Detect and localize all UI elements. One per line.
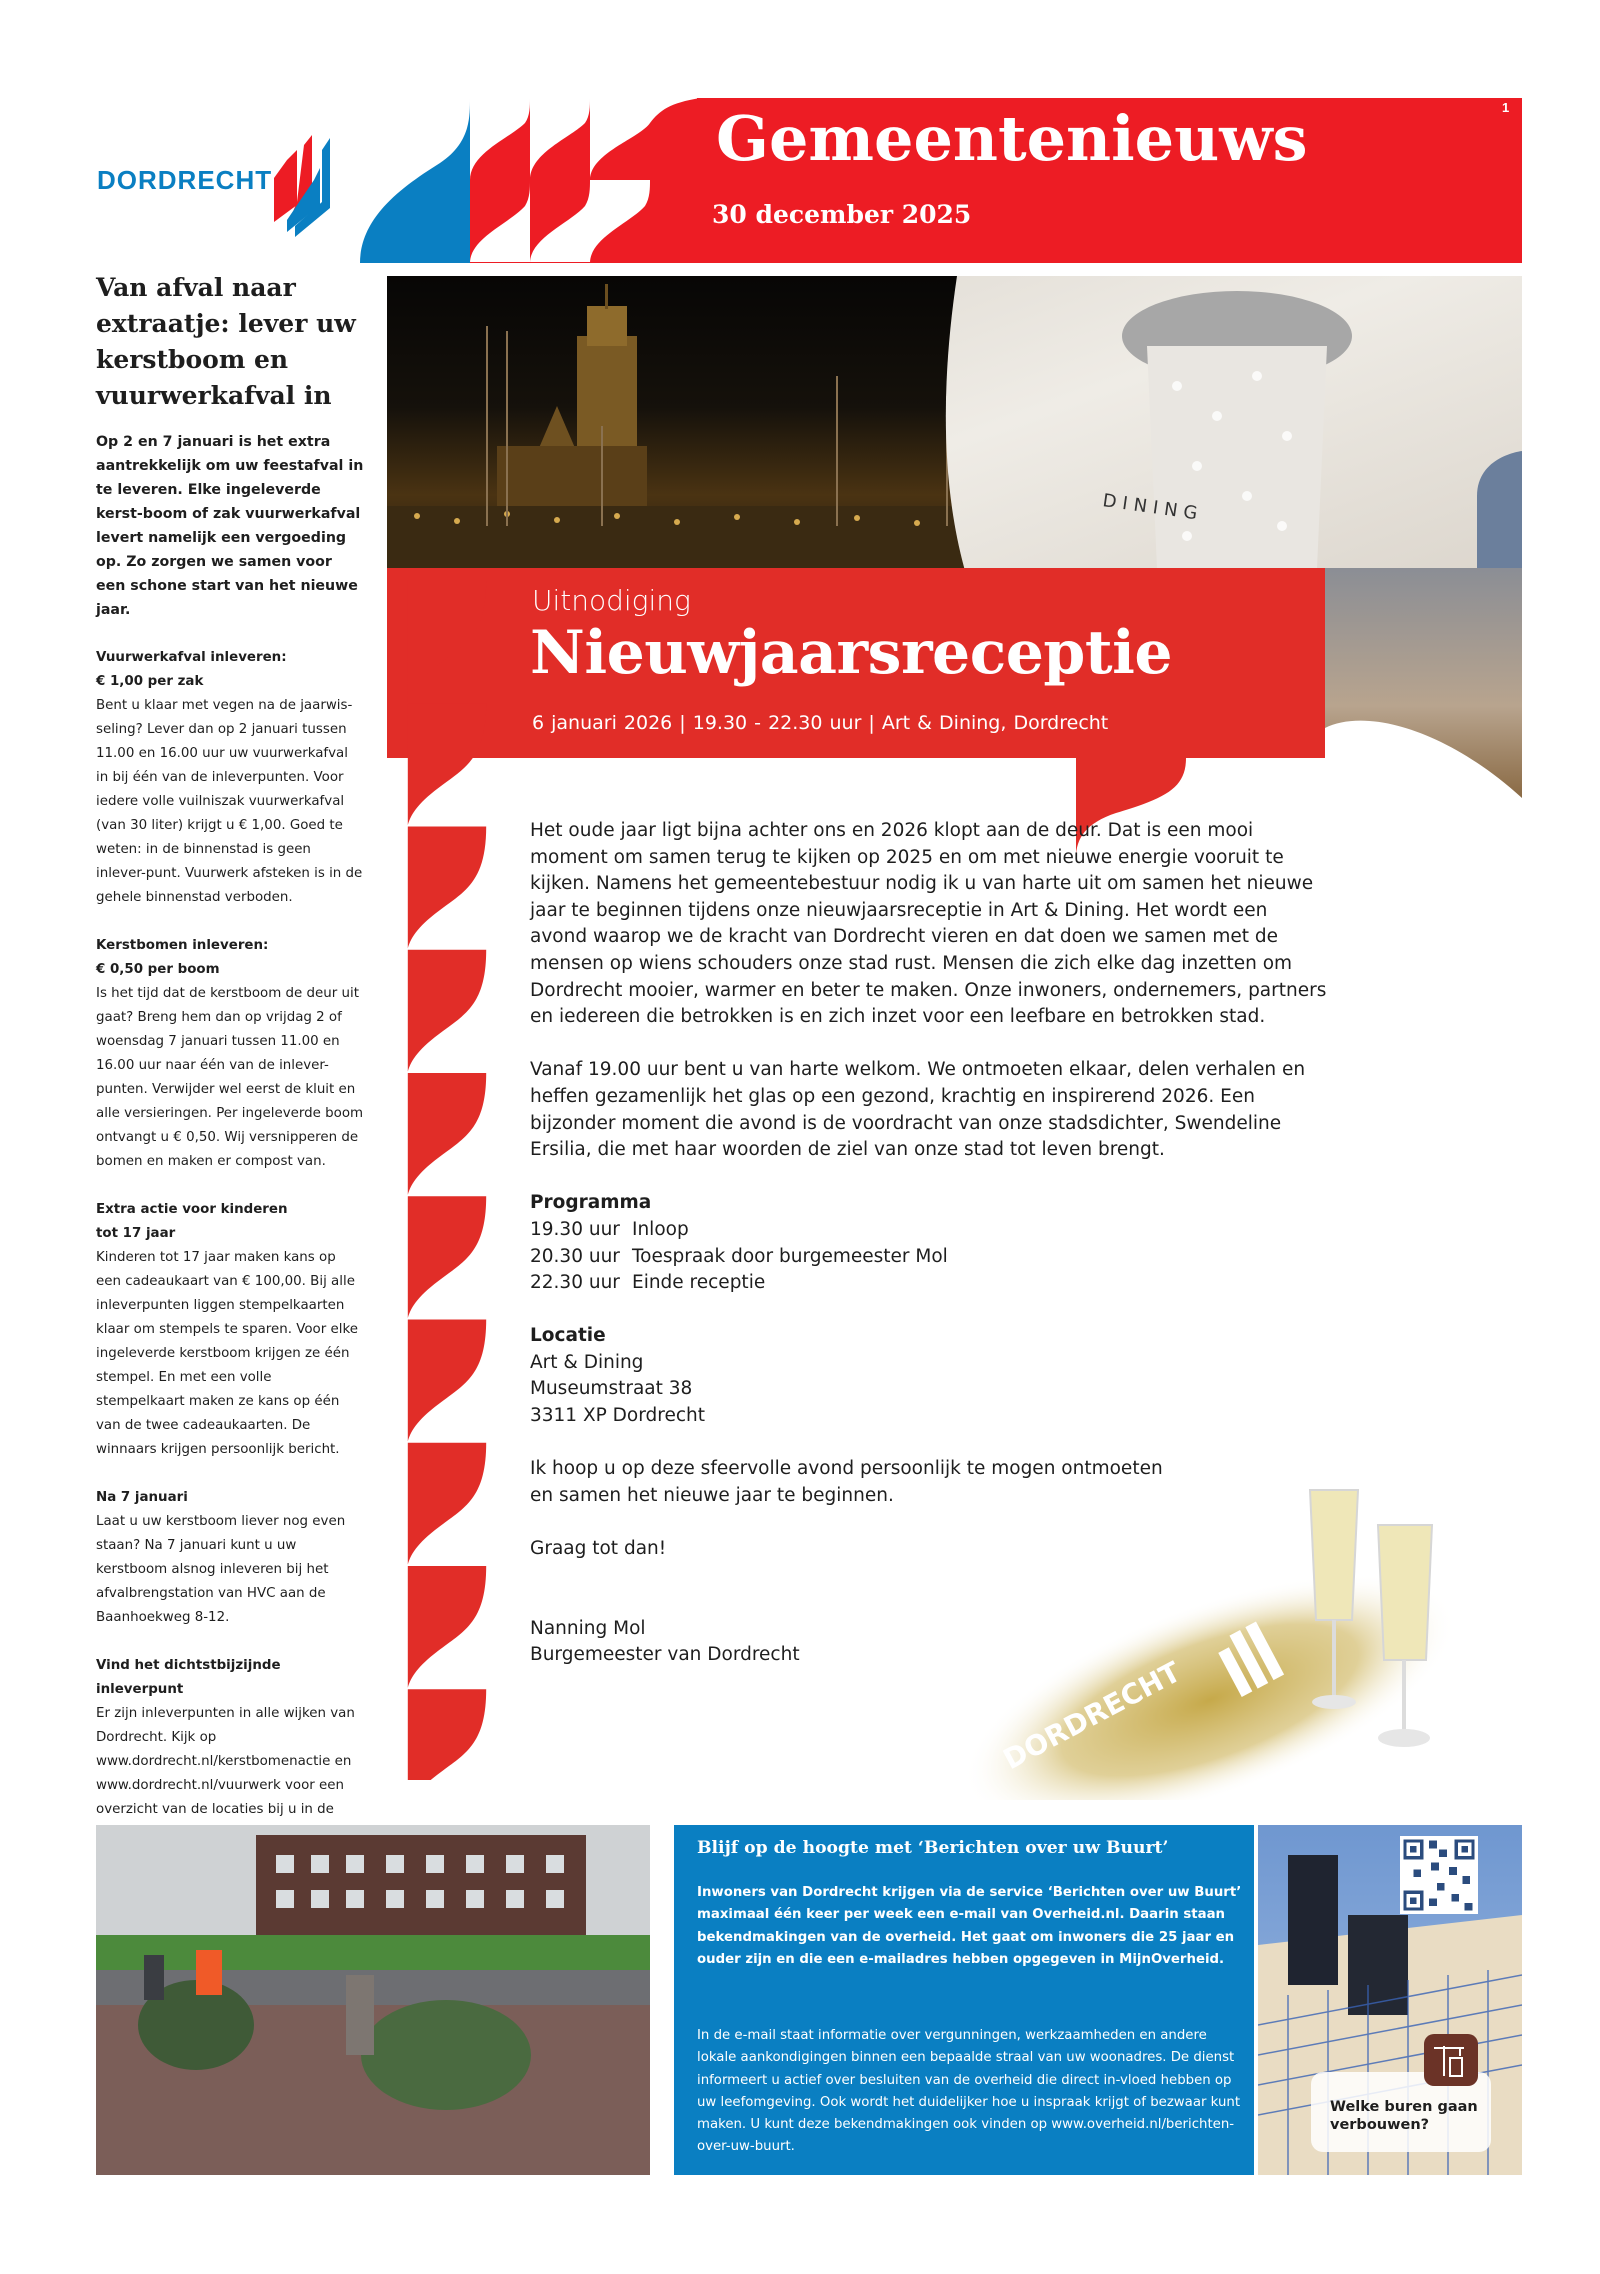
section-heading: Extra actie voor kinderen [96, 1202, 288, 1217]
section-subheading: € 1,00 per zak [96, 674, 204, 689]
signature-role: Burgemeester van Dordrecht [530, 1644, 800, 1666]
section-heading: Vind het dichtstbijzijnde [96, 1658, 281, 1673]
glitter-logo-text: DORDRECHT [997, 1655, 1187, 1777]
bluebox-body: In de e-mail staat informatie over vergunningen, werkzaamheden en andere lokale aankondigingen binnen een bepaalde straal van uw woonadres. De dienst informeert u actief over besluiten van de overheid die direct in-vloed hebben op uw leefomgeving. Ook wordt het duidelijker hoe u inspraak krijgt of bezwaar kunt maken. U kunt deze bekendmakingen ook vinden op www.overheid.nl/berichten-over-uw-buurt. [697, 2028, 1241, 2155]
invitation-kicker: Uitnodiging [532, 584, 691, 617]
programma-item: Einde receptie [632, 1272, 766, 1294]
closing-text: Ik hoop u op deze sfeervolle avond persoonlijk te mogen ontmoeten en samen het nieuwe jaar te beginnen. [530, 1458, 1163, 1506]
section-body: Er zijn inleverpunten in alle wijken van Dordrecht. Kijk op www.dordrecht.nl/kerstbomenactie en www.dordrecht.nl/vuurwerk voor een overzicht van de locaties bij u in de [96, 1706, 355, 1817]
section-kerstbomen [96, 934, 364, 1174]
sign-off: Graag tot dan! [530, 1538, 667, 1560]
section-na-7-januari [96, 1486, 364, 1630]
logo-wordmark: DORDRECHT [97, 165, 273, 195]
page-number: 1 [1502, 100, 1510, 115]
bluebox-title: Blijf op de hoogte met ‘Berichten over uw Buurt’ [697, 1838, 1169, 1858]
section-heading: Na 7 januari [96, 1490, 188, 1505]
section-inleverpunt [96, 1654, 364, 1846]
stripe-wave-segment [408, 950, 486, 1072]
red-wave-stripe [387, 580, 487, 1780]
section-heading: Kerstbomen inleveren: [96, 938, 269, 953]
issue-date: 30 december 2025 [712, 200, 972, 229]
qr-code[interactable] [1400, 1836, 1478, 1914]
champagne-glitter-photo [960, 1340, 1522, 1800]
letter-paragraph: Vanaf 19.00 uur bent u van harte welkom. We ontmoeten elkaar, delen verhalen en heffen gezamenlijk het glas op een gezond, krachtig en inspirerend 2026. Een bijzonder moment die avond is de voordracht van onze stadsdichter, Swendeline Ersilia, die met haar woorden de ziel van onze stad tot leven brengt. [530, 1059, 1306, 1161]
stripe-wave-segment [408, 1566, 486, 1688]
programma-time: 19.30 uur [530, 1218, 620, 1240]
programma-item: Inloop [632, 1218, 689, 1240]
programma-time: 20.30 uur [530, 1245, 620, 1267]
masthead-title: Gemeentenieuws [716, 102, 1308, 175]
programma-row [530, 1244, 1330, 1271]
section-body: Is het tijd dat de kerstboom de deur uit gaat? Breng hem dan op vrijdag 2 of woensdag 7 januari tussen 11.00 en 16.00 uur naar één van de inlever-punten. Verwijder wel eerst de kluit en alle versieringen. Per ingeleverde boom ontvangt u € 0,50. Wij versnipperen de bomen en maken er compost van. [96, 986, 364, 1169]
programma-time: 22.30 uur [530, 1272, 620, 1294]
programma-heading: Programma [530, 1192, 652, 1214]
bluebox-intro: Inwoners van Dordrecht krijgen via de service ‘Berichten over uw Buurt’ maximaal één keer per week een e-mail van Overheid.nl. Daarin staan bekendmakingen van de overheid. Het gaat om inwoners die 25 jaar en ouder zijn en die een e-mailadres hebben opgegeven in MijnOverheid. [697, 1885, 1242, 1967]
welke-buren-caption: Welke buren gaan verbouwen? [1330, 2099, 1478, 2133]
locatie-line: Art & Dining [530, 1351, 644, 1373]
section-subheading: inleverpunt [96, 1682, 184, 1697]
stripe-wave-segment [408, 1689, 486, 1780]
left-article-title: Van afval naar extraatje: lever uw kerstboom en vuurwerkafval in [96, 273, 356, 410]
dining-sign-text: DINING [1101, 490, 1205, 526]
left-article [96, 270, 364, 1870]
section-vuurwerkafval [96, 646, 364, 910]
construction-crane-icon [1424, 2034, 1478, 2086]
letter-paragraph: Het oude jaar ligt bijna achter ons en 2026 klopt aan de deur. Dat is een mooi moment om samen terug te kijken op 2025 en om met nieuwe energie vooruit te kijken. Namens het gemeentebestuur nodig ik u van harte uit om samen het nieuwe jaar te beginnen tijdens onze nieuwjaarsreceptie in Art & Dining. Het wordt een avond waarop we de kracht van Dordrecht vieren en dat doen we samen met de mensen op wiens schouders onze stad rust. Mensen die zich elke dag inzetten om Dordrecht mooier, warmer en beter te maken. Onze inwoners, ondernemers, partners en iedereen die betrokken is en zich inzet voor een leefbare en betrokken stad. [530, 820, 1327, 1028]
locatie-heading: Locatie [530, 1325, 606, 1347]
stripe-wave-segment [408, 1320, 486, 1442]
section-body: Kinderen tot 17 jaar maken kans op een cadeaukaart van € 100,00. Bij alle inleverpunten liggen stempelkaarten klaar om stempels te sparen. Voor elke ingeleverde kerstboom krijgen ze één stempel. En met een volle stempelkaart maken ze kans op één van de twee cadeaukaarten. De winnaars krijgen persoonlijk bericht. [96, 1250, 358, 1457]
section-subheading: € 0,50 per boom [96, 962, 220, 977]
stripe-wave-segment [408, 827, 486, 949]
invitation-title: Nieuwjaarsreceptie [530, 618, 1173, 688]
section-body: Bent u klaar met vegen na de jaarwis-seling? Lever dan op 2 januari tussen 11.00 en 16.00 uur uw vuurwerkafval in bij één van de inleverpunten. Voor iedere volle vuilniszak vuurwerkafval (van 30 liter) krijgt u € 1,00. Goed te weten: in de binnenstad is geen inlever-punt. Vuurwerk afsteken is in de gehele binnenstad verboden. [96, 698, 363, 905]
stripe-wave-segment [408, 1073, 486, 1195]
programma-row [530, 1270, 1330, 1297]
locatie-line: 3311 XP Dordrecht [530, 1405, 705, 1427]
hero-photo [387, 276, 1522, 568]
locatie-line: Museumstraat 38 [530, 1378, 693, 1400]
section-subheading: tot 17 jaar [96, 1226, 176, 1241]
stripe-wave-segment [408, 580, 486, 702]
stripe-wave-segment [408, 1443, 486, 1565]
stripe-wave-segment [408, 1196, 486, 1318]
christmas-tree-collection-photo [96, 1825, 650, 2175]
programma-row [530, 1217, 1330, 1244]
section-kinderen [96, 1198, 364, 1462]
left-article-intro: Op 2 en 7 januari is het extra aantrekkelijk om uw feestafval in te leveren. Elke ingeleverde kerst-boom of zak vuurwerkafval levert namelijk een vergoeding op. Zo zorgen we samen voor een schone start van het nieuwe jaar. [96, 434, 364, 618]
restaurant-photo-edge [1325, 568, 1522, 798]
stripe-wave-segment [408, 703, 486, 825]
programma-block [530, 1190, 1330, 1296]
invitation-details: 6 januari 2026 | 19.30 - 22.30 uur | Art & Dining, Dordrecht [532, 712, 1109, 734]
section-body: Laat u uw kerstboom liever nog even staan? Na 7 januari kunt u uw kerstboom alsnog inleveren bij het afvalbrengstation van HVC aan de Baanhoekweg 8-12. [96, 1514, 346, 1625]
header-wave-decoration [360, 98, 700, 263]
section-heading: Vuurwerkafval inleveren: [96, 650, 287, 665]
programma-item: Toespraak door burgemeester Mol [632, 1245, 948, 1267]
signature-name: Nanning Mol [530, 1617, 646, 1639]
